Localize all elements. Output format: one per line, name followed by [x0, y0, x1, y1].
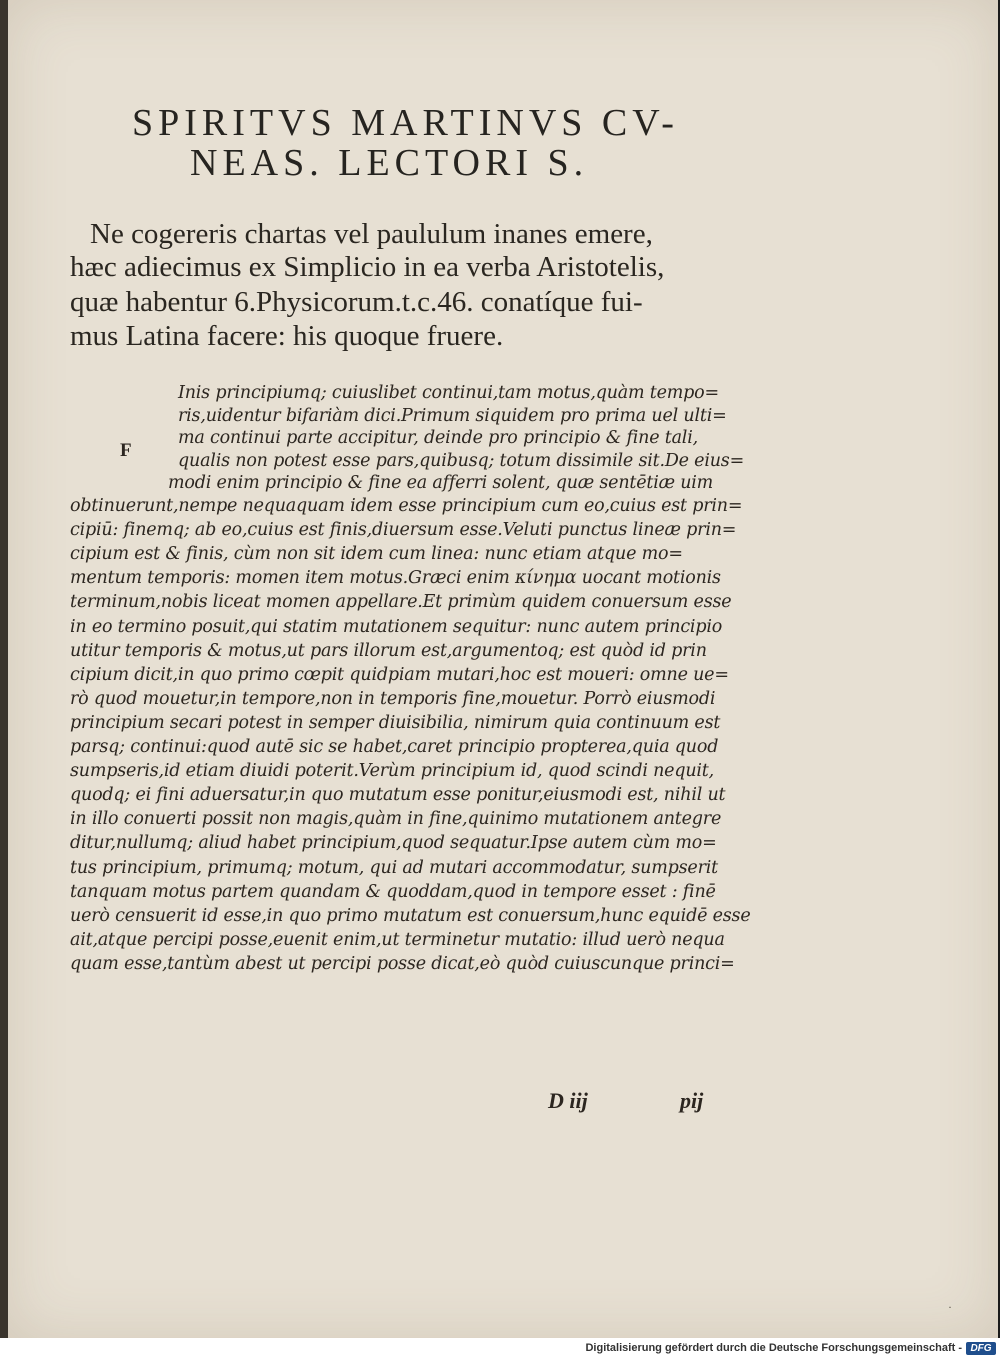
- heading-line-2: NEAS. LECTORI S.: [190, 142, 589, 184]
- binding-edge: [0, 0, 8, 1338]
- signature-mark: D iij: [548, 1088, 588, 1113]
- body-line: uerò censuerit id esse,in quo primo mutatum est conuersum,hunc equidē esse: [70, 905, 751, 926]
- body-line: cipium est & finis, cùm non sit idem cum linea: nunc etiam atque mo=: [70, 544, 683, 565]
- body-line: quodq; ei fini aduersatur,in quo mutatum esse ponitur,eiusmodi est, nihil ut: [70, 785, 726, 806]
- body-line: ditur,nullumq; aliud habet principium,quod sequatur.Ipse autem cùm mo=: [70, 833, 717, 854]
- intro-line: hæc adiecimus ex Simplicio in ea verba Aristotelis,: [70, 251, 665, 283]
- funding-footer: [0, 1338, 1000, 1360]
- body-line: Inis principiumq; cuiuslibet continui,tam motus,quàm tempo=: [178, 383, 719, 403]
- intro-line: quæ habentur 6.Physicorum.t.c.46. conatíque fui-: [70, 286, 643, 318]
- heading-line-1: SPIRITVS MARTINVS CV-: [132, 102, 679, 144]
- drop-initial: F: [120, 440, 132, 461]
- body-line: cipium dicit,in quo primo cœpit quidpiam mutari,hoc est moueri: omne ue=: [70, 664, 729, 685]
- body-line: in illo conuerti possit non magis,quàm in fine,quinimo mutationem antegre: [70, 809, 722, 830]
- body-line: quam esse,tantùm abest ut percipi posse dicat,eò quòd cuiuscunque princi=: [70, 953, 735, 974]
- body-line: ma continui parte accipitur, deinde pro principio & fine tali,: [178, 428, 698, 449]
- dfg-logo-icon: DFG: [966, 1342, 996, 1355]
- page-number: pij: [680, 1088, 704, 1113]
- funding-notice: Digitalisierung gefördert durch die Deutsche Forschungsgemeinschaft -: [585, 1342, 962, 1354]
- body-line: in eo termino posuit,qui statim mutationem sequitur: nunc autem principio: [70, 616, 723, 637]
- body-line: mentum temporis: momen item motus.Græci enim κίνημα uocant motionis: [70, 568, 721, 589]
- page-corner-mark: ·: [948, 1300, 952, 1314]
- body-line: qualis non potest esse pars,quibusq; totum dissimile sit.De eius=: [178, 450, 745, 471]
- body-line: ait,atque percipi posse,euenit enim,ut terminetur mutatio: illud uerò nequa: [70, 929, 725, 950]
- book-page: [8, 0, 998, 1338]
- body-line: ris,uidentur bifariàm dici.Primum siquidem pro prima uel ulti=: [178, 405, 727, 426]
- body-line: cipiū: finemq; ab eo,cuius est finis,diuersum esse.Veluti punctus lineæ prin=: [70, 520, 737, 541]
- body-line: tus principium, primumq; motum, qui ad mutari accommodatur, sumpserit: [70, 857, 718, 878]
- body-line: sumpseris,id etiam diuidi poterit.Verùm principium id, quod scindi nequit,: [70, 761, 714, 782]
- body-line: rò quod mouetur,in tempore,non in temporis fine,mouetur. Porrò eiusmodi: [70, 688, 716, 709]
- body-line: terminum,nobis liceat momen appellare.Et primùm quidem conuersum esse: [70, 592, 732, 613]
- body-line: parsq; continui:quod autē sic se habet,caret principio propterea,quia quod: [70, 737, 719, 757]
- body-line: tanquam motus partem quandam & quoddam,quod in tempore esset : finē: [70, 881, 716, 902]
- body-line: principium secari potest in semper diuisibilia, nimirum quia continuum est: [70, 712, 721, 733]
- intro-line: Ne cogereris chartas vel paululum inanes emere,: [90, 218, 653, 250]
- body-line: utitur temporis & motus,ut pars illorum est,argumentoq; est quòd id prin: [70, 640, 707, 661]
- body-line: obtinuerunt,nempe nequaquam idem esse principium cum eo,cuius est prin=: [70, 496, 743, 516]
- body-line: modi enim principio & fine ea afferri solent, quæ sentētiæ uim: [168, 473, 714, 494]
- intro-line: mus Latina facere: his quoque fruere.: [70, 320, 504, 352]
